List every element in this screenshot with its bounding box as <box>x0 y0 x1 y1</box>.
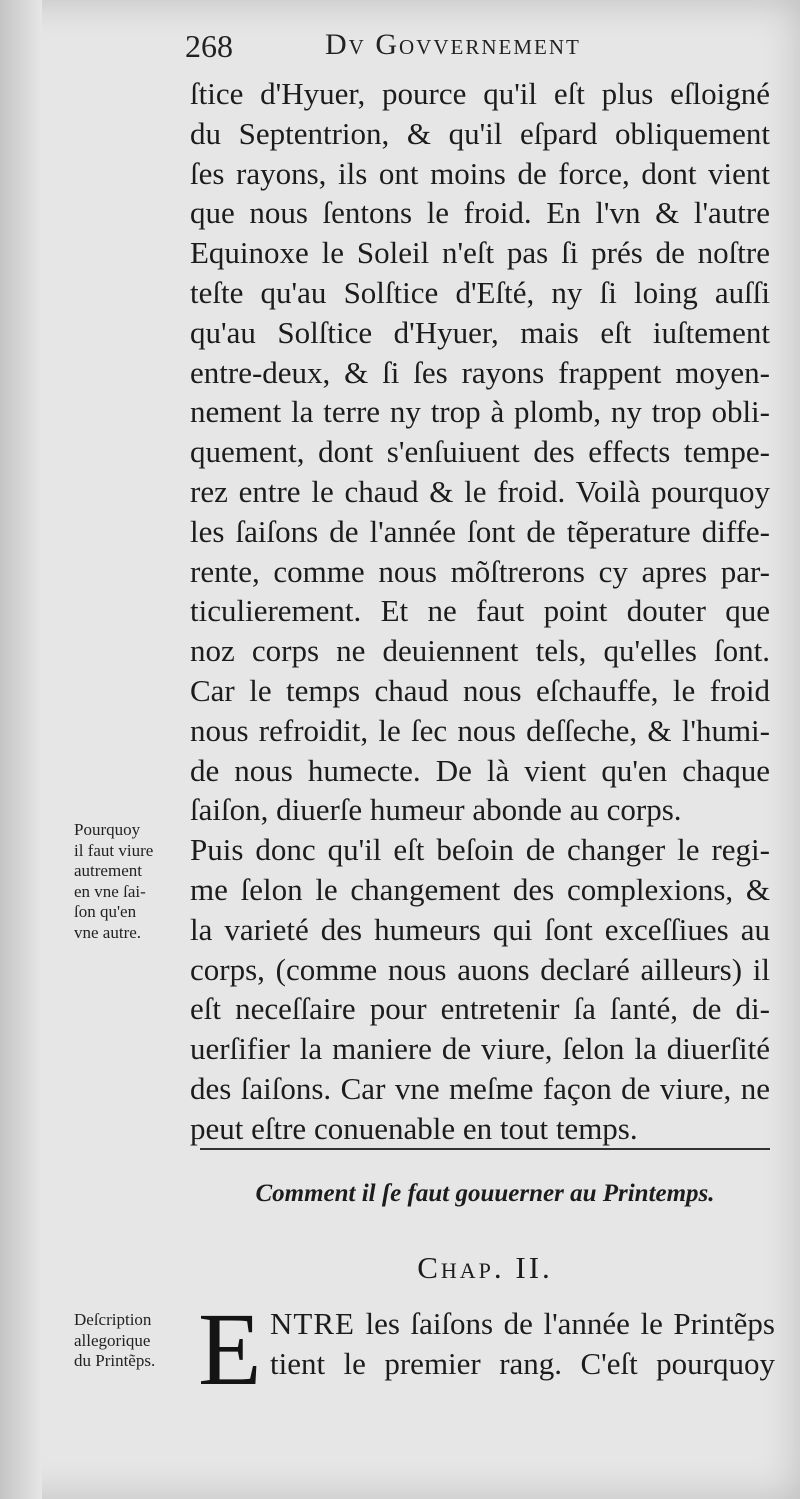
running-title: Dv Govvernement <box>325 28 581 61</box>
text-line: que nous ſentons le froid. En l'vn & l'autre <box>190 195 770 231</box>
margin-note-line: ſon qu'en <box>74 902 137 921</box>
text-line: qu'au Solſtice d'Hyuer, mais eſt iuſtement <box>190 314 770 350</box>
margin-note-line: vne autre. <box>74 922 142 942</box>
text-line: rente, comme nous mõſtrerons cy apres par- <box>190 553 770 589</box>
margin-note-why-live-differently <box>74 820 194 943</box>
text-line: ſes rayons, ils ont moins de force, dont vient <box>190 155 770 191</box>
body-text <box>190 74 770 1149</box>
text-line: du Septentrion, & qu'il eſpard obliquement <box>190 115 770 151</box>
page-number: 268 <box>185 28 233 64</box>
chapter-label: Chap. II. <box>417 1250 553 1285</box>
section-divider-rule <box>200 1148 770 1150</box>
text-line: des ſaiſons. Car vne meſme façon de viure, ne <box>190 1070 770 1106</box>
chapter-text-line <box>270 1304 775 1344</box>
text-line: les ſaiſons de l'année ſont de tẽperature diffe- <box>190 513 770 549</box>
text-line: ſtice d'Hyuer, pource qu'il eſt plus eſloigné <box>190 76 770 111</box>
drop-cap-initial: E <box>198 1292 262 1407</box>
text-line: quement, dont s'enſuiuent des effects tempe- <box>190 434 770 470</box>
margin-note-line: Deſcription <box>74 1310 152 1329</box>
text-line: eſt neceſſaire pour entretenir ſa ſanté, de di- <box>190 991 770 1027</box>
chapter-title: Comment il ſe faut gouuerner au Printemps. <box>255 1180 715 1207</box>
margin-note-spring-description <box>74 1310 194 1372</box>
text-line: la varieté des humeurs qui ſont exceſſiues au <box>190 911 770 947</box>
text-line: nement la terre ny trop à plomb, ny trop obli- <box>190 394 770 430</box>
text-line: de nous humecte. De là vient qu'en chaque <box>190 752 770 788</box>
margin-note-line: autrement <box>74 861 142 880</box>
opening-word-caps: NTRE <box>270 1306 355 1341</box>
page-gutter-shadow <box>0 0 42 1499</box>
text-line: Equinoxe le Soleil n'eſt pas ſi prés de noſtre <box>190 235 770 271</box>
text-line: uerſifier la maniere de viure, ſelon la diuerſité <box>190 1031 770 1067</box>
opening-line-rest: les ſaiſons de l'année le Printẽps <box>365 1306 775 1341</box>
margin-note-line: il faut viure <box>74 840 154 860</box>
text-line: noz corps ne deuiennent tels, qu'elles ſont. <box>190 633 770 669</box>
text-line: Car le temps chaud nous eſchauffe, le froid <box>190 672 770 708</box>
text-line: peut eſtre conuenable en tout temps. <box>190 1110 638 1146</box>
margin-note-line: allegorique <box>74 1330 151 1350</box>
margin-note-line: en vne ſai- <box>74 881 146 901</box>
margin-note-line: du Printẽps. <box>74 1351 156 1370</box>
text-line: me ſelon le changement des complexions, & <box>190 871 770 907</box>
text-line: teſte qu'au Solſtice d'Eſté, ny ſi loing auſſi <box>190 274 770 310</box>
text-line: entre-deux, & ſi ſes rayons frappent moyen- <box>190 354 770 390</box>
chapter-text-line: tient le premier rang. C'eſt pourquoy <box>270 1346 775 1381</box>
text-line: nous refroidit, le ſec nous deſſeche, & l'humi- <box>190 712 770 748</box>
text-line: ticulierement. Et ne faut point douter que <box>190 593 770 629</box>
running-head <box>185 28 785 72</box>
margin-note-line: Pourquoy <box>74 820 141 839</box>
chapter-opening-text <box>270 1304 775 1384</box>
text-line: corps, (comme nous auons declaré ailleurs) il <box>190 951 770 987</box>
text-line: rez entre le chaud & le froid. Voilà pourquoy <box>190 473 770 509</box>
text-line: Puis donc qu'il eſt beſoin de changer le regi- <box>190 832 770 868</box>
text-line: ſaiſon, diuerſe humeur abonde au corps. <box>190 792 682 828</box>
